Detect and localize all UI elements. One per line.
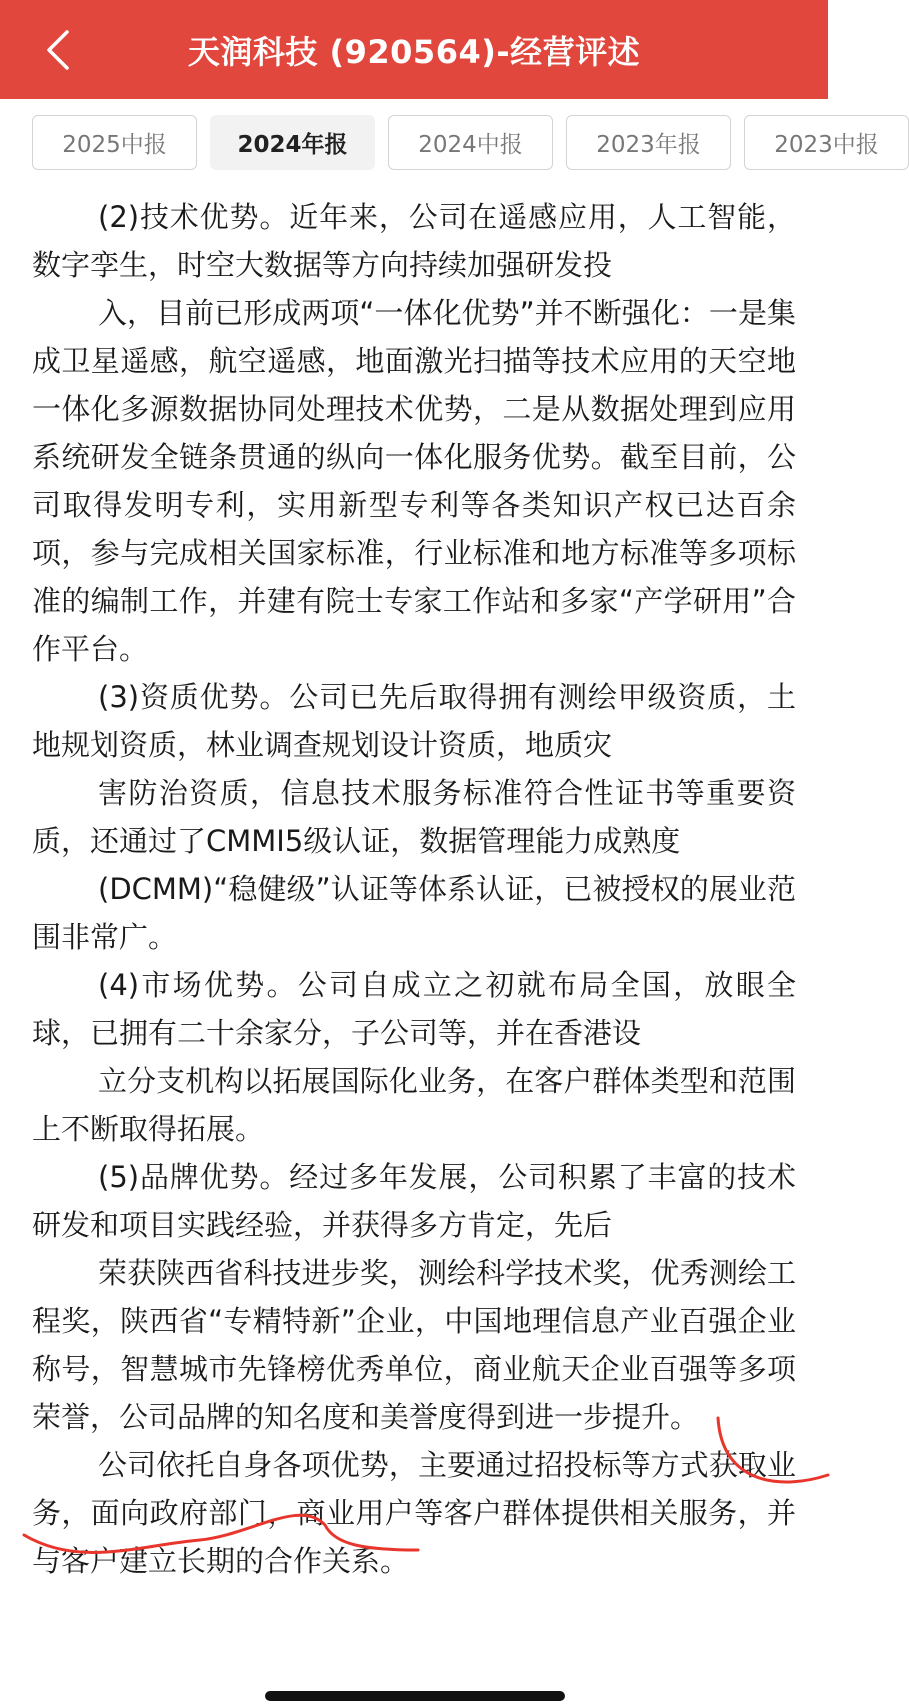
paragraph-business-model: 公司依托自身各项优势，主要通过招投标等方式获取业务，面向政府部门，商业用户等客户群体提供相关服务，并与客户建立长期的合作关系。: [32, 1448, 796, 1578]
back-button[interactable]: [38, 28, 78, 72]
paragraph-qualification-3: (DCMM)“稳健级”认证等体系认证，已被授权的展业范围非常广。: [32, 872, 796, 954]
tab-2024-interim[interactable]: 2024中报: [388, 115, 553, 170]
paragraph-market-1: (4)市场优势。公司自成立之初就布局全国，放眼全球，已拥有二十余家分，子公司等，并在香港设: [32, 968, 796, 1050]
chevron-left-icon: [43, 28, 73, 72]
paragraph-brand-1: (5)品牌优势。经过多年发展，公司积累了丰富的技术研发和项目实践经验，并获得多方肯定，先后: [32, 1160, 796, 1242]
tab-2025-interim[interactable]: 2025中报: [32, 115, 197, 170]
tab-2023-annual[interactable]: 2023年报: [566, 115, 731, 170]
tab-2023-interim[interactable]: 2023中报: [744, 115, 909, 170]
paragraph-market-2: 立分支机构以拓展国际化业务，在客户群体类型和范围上不断取得拓展。: [32, 1064, 796, 1146]
paragraph-brand-2: 荣获陕西省科技进步奖，测绘科学技术奖，优秀测绘工程奖，陕西省“专精特新”企业，中国地理信息产业百强企业称号，智慧城市先锋榜优秀单位，商业航天企业百强等多项荣誉，公司品牌的知名度和美誉度得到进一步提升。: [32, 1256, 796, 1434]
page-title: 天润科技 (920564)-经营评述: [187, 32, 641, 71]
home-indicator: [265, 1691, 565, 1701]
paragraph-tech-advantage-2: 入，目前已形成两项“一体化优势”并不断强化：一是集成卫星遥感，航空遥感，地面激光扫描等技术应用的天空地一体化多源数据协同处理技术优势，二是从数据处理到应用系统研发全链条贯通的纵向一体化服务优势。截至目前，公司取得发明专利，实用新型专利等各类知识产权已达百余项，参与完成相关国家标准，行业标准和地方标准等多项标准的编制工作，并建有院士专家工作站和多家“产学研用”合作平台。: [32, 296, 796, 666]
paragraph-qualification-2: 害防治资质，信息技术服务标准符合性证书等重要资质，还通过了CMMI5级认证，数据管理能力成熟度: [32, 776, 796, 858]
paragraph-tech-advantage-1: (2)技术优势。近年来，公司在遥感应用，人工智能，数字孪生，时空大数据等方向持续加强研发投: [32, 200, 796, 282]
app-header: [0, 0, 828, 99]
business-review-text: [32, 193, 796, 1707]
tab-2024-annual[interactable]: 2024年报: [210, 115, 375, 170]
paragraph-qualification-1: (3)资质优势。公司已先后取得拥有测绘甲级资质，土地规划资质，林业调查规划设计资质，地质灾: [32, 680, 796, 762]
report-period-tabs: [0, 99, 879, 183]
